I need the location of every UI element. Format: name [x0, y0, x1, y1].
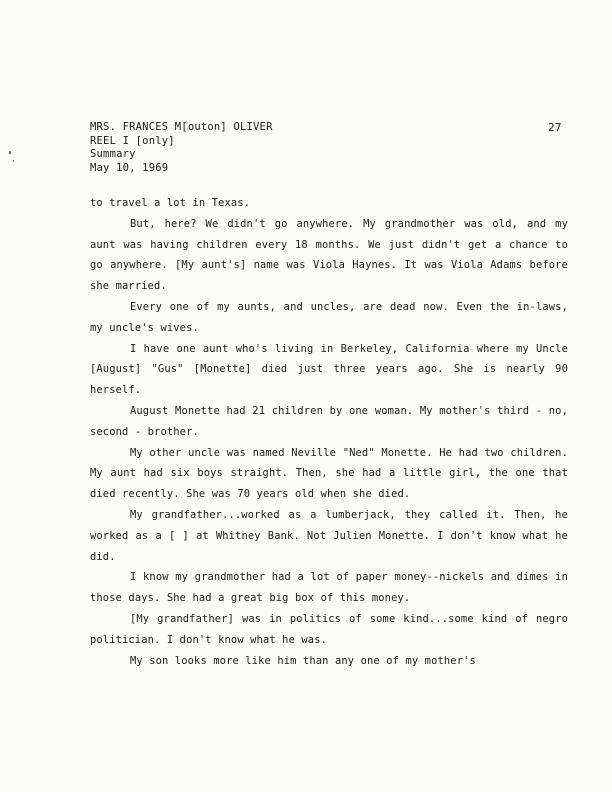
scan-speck	[9, 151, 11, 154]
scan-speck	[13, 160, 14, 162]
header-type: Summary	[90, 148, 136, 160]
transcript-body	[90, 193, 568, 671]
header-reel: REEL I [only]	[90, 134, 175, 147]
paragraph: But, here? We didn't go anywhere. My grandmother was old, and my aunt was having children every 18 months. We just didn't get a chance to go anywhere. [My aunt's] name was Viola Haynes. It was Viola Adams before she married.	[90, 217, 568, 293]
paragraph: My son looks more like him than any one of my mother's	[130, 654, 476, 667]
paragraph: I know my grandmother had a lot of paper money--nickels and dimes in those days. She had a great big box of this money.	[90, 571, 568, 605]
paragraph: Every one of my aunts, and uncles, are dead now. Even the in-laws, my uncle's wives.	[90, 300, 568, 334]
paragraph: to travel a lot in Texas.	[90, 197, 251, 209]
page-number: 27	[548, 121, 562, 134]
header-date: May 10, 1969	[90, 161, 169, 174]
paragraph: August Monette had 21 children by one woman. My mother's third - no, second - brother.	[90, 404, 568, 438]
document-header	[90, 121, 273, 175]
paragraph: My other uncle was named Neville "Ned" Monette. He had two children. My aunt had six boys straight. Then, she had a little girl, the one that died recently. She was 70 years old when she died.	[90, 446, 568, 501]
header-name: MRS. FRANCES M[outon] OLIVER	[90, 121, 273, 133]
paragraph: [My grandfather] was in politics of some kind...some kind of negro politician. I don't know what he was.	[90, 612, 568, 646]
paragraph: I have one aunt who's living in Berkeley, California where my Uncle [August] "Gus" [Monette] died just three years ago. She is nearly 90 herself.	[90, 342, 568, 397]
paragraph: My grandfather...worked as a lumberjack, they called it. Then, he worked as a [ ] at Whitney Bank. Not Julien Monette. I don't know what he did.	[90, 508, 568, 563]
